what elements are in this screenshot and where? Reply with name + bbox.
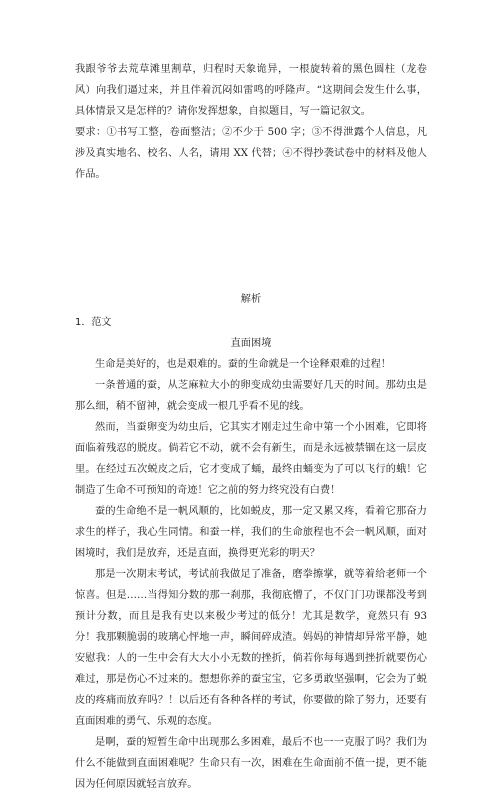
essay-title: 直面困境	[230, 338, 272, 349]
analysis-section-title: 解析	[240, 294, 262, 305]
essay-paragraph: 然而，当蚕卵变为幼虫后，它其实才刚走过生命中第一个小困难，它即将面临着残忍的脱皮。倘若它不动，就不会有新生，而是永远被禁锢在这一层皮里。在经过五次蜕皮之后，它才变成了蛹，最终由蛹变为了可以飞行的蛾！它制造了生命不可预知的奇迹！它之前的努力终究没有白费！	[75, 422, 427, 496]
prompt-requirements: 要求：①书写工整，卷面整洁；②不少于 500 字；③不得泄露个人信息，凡涉及真实地名、校名、人名，请用 XX 代替；④不得抄袭试卷中的材料及他人作品。	[75, 127, 427, 180]
document-content	[75, 59, 427, 795]
prompt-paragraph: 我跟爷爷去荒草滩里割草，归程时天象诡异，一根旋转着的黑色圆柱（龙卷风）向我们逼过来，并且伴着沉闷如雷鸣的呼隆声。“这期间会发生什么事，具体情景又是怎样的？请你发挥想象，自拟题目，写一篇记叙文。	[75, 64, 427, 117]
essay-paragraph: 是啊，蚕的短暂生命中出现那么多困难，最后不也一一克服了吗？我们为什么不能做到直面困难呢？生命只有一次，困难在生命面前不值一提，更不能因为任何原因就轻言放弃。	[75, 737, 427, 790]
section-gap	[75, 185, 427, 289]
essay-paragraph: 一条普通的蚕，从芝麻粒大小的卵变成幼虫需要好几天的时间。那幼虫是那么细，稍不留神，就会变成一根几乎看不见的线。	[75, 380, 427, 412]
essay-paragraph: 生命是美好的，也是艰难的。蚕的生命就是一个诠释艰难的过程！	[95, 359, 392, 370]
essay-paragraph: 蚕的生命绝不是一帆风顺的，比如蜕皮，那一定又累又疼，看着它那奋力求生的样子，我心生同情。和蚕一样，我们的生命旅程也不会一帆风顺，面对困境时，我们是放弃，还是直面，换得更光彩的明天？	[75, 506, 427, 559]
essay-paragraph: 那是一次期末考试，考试前我做足了准备，磨拳擦掌，就等着给老师一个惊喜。但是……当得知分数的那一刹那，我彻底懵了，不仅门门功课都没考到预计分数，而且是我有史以来极少考过的低分！尤其是数学，竟然只有 93 分！我那颗脆弱的玻璃心怦地一声，瞬间碎成渣。妈妈的神情却异常平静，她安慰我：人的一生中会有大大小小无数的挫折，倘若你每每遇到挫折就要伤心难过，那是伤心不过来的。想想你养的蚕宝宝，它多勇敢坚强啊，它会为了蜕皮的疼痛而放弃吗？！以后还有各种各样的考试，你要做的除了努力，还要有直面困难的勇气、乐观的态度。	[75, 569, 427, 727]
analysis-item-heading: 1．范文	[75, 317, 112, 328]
